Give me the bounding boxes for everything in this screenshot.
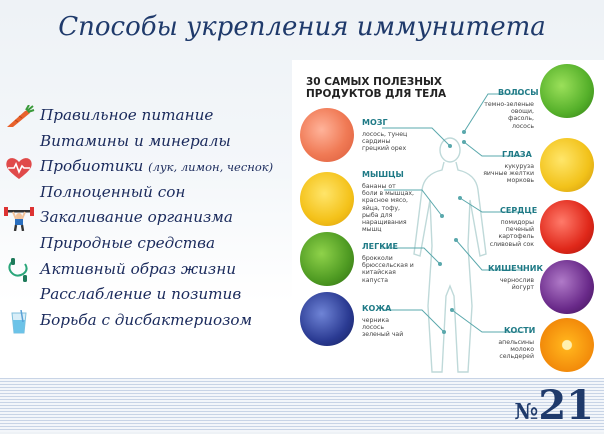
desc-line: яйца, тофу, xyxy=(362,204,400,212)
desc-line: помидоры xyxy=(500,219,534,226)
desc-heart xyxy=(484,219,534,248)
desc-line: красное мясо, xyxy=(362,197,409,205)
method-text: Закаливание организма xyxy=(40,208,233,227)
glass-water-icon xyxy=(3,310,35,334)
desc-line: апельсины xyxy=(498,339,534,346)
heart-pulse-icon xyxy=(3,156,35,180)
method-text: Витамины и минералы xyxy=(40,131,231,150)
label-skin: КОЖА xyxy=(362,304,392,313)
desc-line: бананы от xyxy=(362,183,396,190)
label-muscles: МЫШЦЫ xyxy=(362,170,404,179)
greens-image xyxy=(540,64,594,118)
footer-stripes xyxy=(0,378,604,432)
label-bones: КОСТИ xyxy=(504,326,536,335)
slide-number-prefix: № xyxy=(514,399,539,425)
desc-hair xyxy=(484,101,534,130)
broccoli-image xyxy=(300,232,354,286)
method-main-text: Пробиотики xyxy=(40,157,144,176)
desc-line: брокколи xyxy=(362,255,393,262)
infographic-title-line: ПРОДУКТОВ ДЛЯ ТЕЛА xyxy=(306,88,447,100)
bananas-image xyxy=(300,172,354,226)
carrot-icon xyxy=(3,105,35,129)
desc-line: брюссельская и xyxy=(362,262,414,270)
desc-line: сливовый сок xyxy=(489,240,534,248)
desc-line: овощи, фасоль, xyxy=(508,108,534,123)
desc-lungs xyxy=(362,255,414,284)
method-text: Расслабление и позитив xyxy=(40,285,242,304)
desc-line: кукуруза xyxy=(504,163,534,170)
desc-line: лосось xyxy=(512,122,534,130)
label-lungs: ЛЕГКИЕ xyxy=(362,242,398,251)
label-eyes: ГЛАЗА xyxy=(502,150,532,159)
method-text: Природные средства xyxy=(40,233,216,252)
method-note: (лук, лимон, чеснок) xyxy=(148,160,274,175)
desc-line: черника xyxy=(362,317,389,324)
desc-line: яичные желтки xyxy=(483,170,534,178)
desc-line: картофель xyxy=(498,233,534,241)
desc-line: боли в мышцах, xyxy=(362,190,415,198)
method-text xyxy=(40,157,273,175)
desc-line: мышц xyxy=(362,226,382,234)
desc-line: печеный xyxy=(505,226,534,234)
slide-number-value: 21 xyxy=(538,382,594,429)
method-text: Правильное питание xyxy=(40,106,214,124)
desc-line: молоко xyxy=(510,346,534,354)
infographic-card xyxy=(292,60,604,378)
desc-line: сардины xyxy=(362,138,391,146)
label-hair: ВОЛОСЫ xyxy=(498,88,539,97)
slide-number xyxy=(514,384,594,434)
desc-line: сельдерей xyxy=(499,353,534,361)
tomatoes-image xyxy=(540,200,594,254)
weightlifter-icon xyxy=(3,207,35,231)
plums-image xyxy=(540,260,594,314)
desc-line: наращивания xyxy=(362,219,407,227)
orange-image xyxy=(540,318,594,372)
desc-line: чернослив xyxy=(499,277,534,284)
desc-line: темно-зеленые xyxy=(484,101,534,108)
corn-image xyxy=(540,138,594,192)
label-heart: СЕРДЦЕ xyxy=(500,206,538,215)
desc-intestine xyxy=(484,277,534,291)
label-brain: МОЗГ xyxy=(362,118,388,127)
desc-line: зеленый чай xyxy=(362,331,404,339)
method-text: Борьба с дисбактериозом xyxy=(40,310,253,329)
desc-line: рыба для xyxy=(362,211,393,219)
infographic-title-line: 30 САМЫХ ПОЛЕЗНЫХ xyxy=(306,76,443,88)
desc-eyes xyxy=(482,163,534,185)
method-text: Полноценный сон xyxy=(40,182,186,201)
desc-line: капуста xyxy=(362,276,389,284)
desc-line: лосось, тунец xyxy=(362,131,408,138)
blueberries-image xyxy=(300,292,354,346)
desc-line: морковь xyxy=(506,177,534,185)
desc-line: йогурт xyxy=(511,284,534,292)
desc-line: лосось xyxy=(362,324,384,332)
slide-title: Способы укрепления иммунитета xyxy=(58,12,546,42)
jump-rope-icon xyxy=(3,258,35,282)
label-intestine: КИШЕЧНИК xyxy=(488,264,543,273)
method-text: Активный образ жизни xyxy=(40,259,236,278)
desc-line: грецкий орех xyxy=(362,145,407,153)
desc-skin xyxy=(362,317,403,339)
desc-brain xyxy=(362,131,407,153)
desc-bones xyxy=(484,339,534,361)
salmon-image xyxy=(300,108,354,162)
desc-line: китайская xyxy=(362,269,396,277)
desc-muscles xyxy=(362,183,414,233)
